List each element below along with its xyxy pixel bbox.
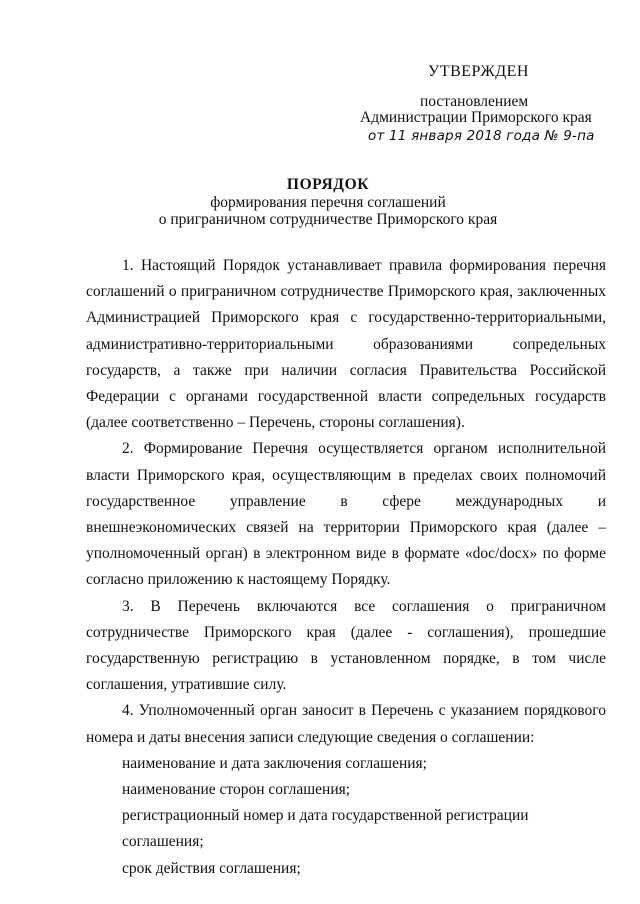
list-item: регистрационный номер и дата государственной регистрации соглашения; [122, 807, 529, 851]
document-subtitle-line-1: формирования перечня соглашений [210, 194, 446, 211]
paragraph-2: 2. Формирование Перечня осуществляется органом исполнительной власти Приморского края, осуществляющим в пределах своих полномочий государственное управление в сфере международных и внешнеэкономических связей на территории Приморского края (далее – уполномоченный орган) в электронном виде в формате «doc/docx» по форме согласно приложению к настоящему Порядку. [86, 440, 606, 589]
approval-by: постановлением [420, 93, 529, 110]
document-body [86, 253, 606, 882]
approval-date: от 11 января 2018 года № 9-па [368, 128, 595, 144]
document-title: ПОРЯДОК [286, 176, 370, 193]
paragraph-4: 4. Уполномоченный орган заносит в Перечень с указанием порядкового номера и даты внесения записи следующие сведения о соглашении: [86, 702, 606, 746]
list-item: наименование сторон соглашения; [122, 781, 351, 799]
paragraph-3: 3. В Перечень включаются все соглашения о приграничном сотрудничестве Приморского края (далее - соглашения), прошедшие государственную регистрацию в установленном порядке, в том числе соглашения, утратившие силу. [86, 597, 606, 694]
approval-title: УТВЕРЖДЕН [428, 63, 529, 80]
list-item: срок действия соглашения; [122, 859, 301, 877]
document-subtitle-line-2: о приграничном сотрудничестве Приморского края [158, 211, 498, 228]
approval-admin: Администрации Приморского края [360, 109, 592, 126]
list-item: наименование и дата заключения соглашения; [122, 754, 427, 772]
paragraph-1: 1. Настоящий Порядок устанавливает правила формирования перечня соглашений о приграничном сотрудничестве Приморского края, заключенных Администрацией Приморского края с государственно-территориальными, административно-территориальными образованиями сопредельных государств, а также при наличии согласия Правительства Российской Федерации с органами государственной власти сопредельных государств (далее соответственно – Перечень, стороны соглашения). [86, 257, 606, 432]
